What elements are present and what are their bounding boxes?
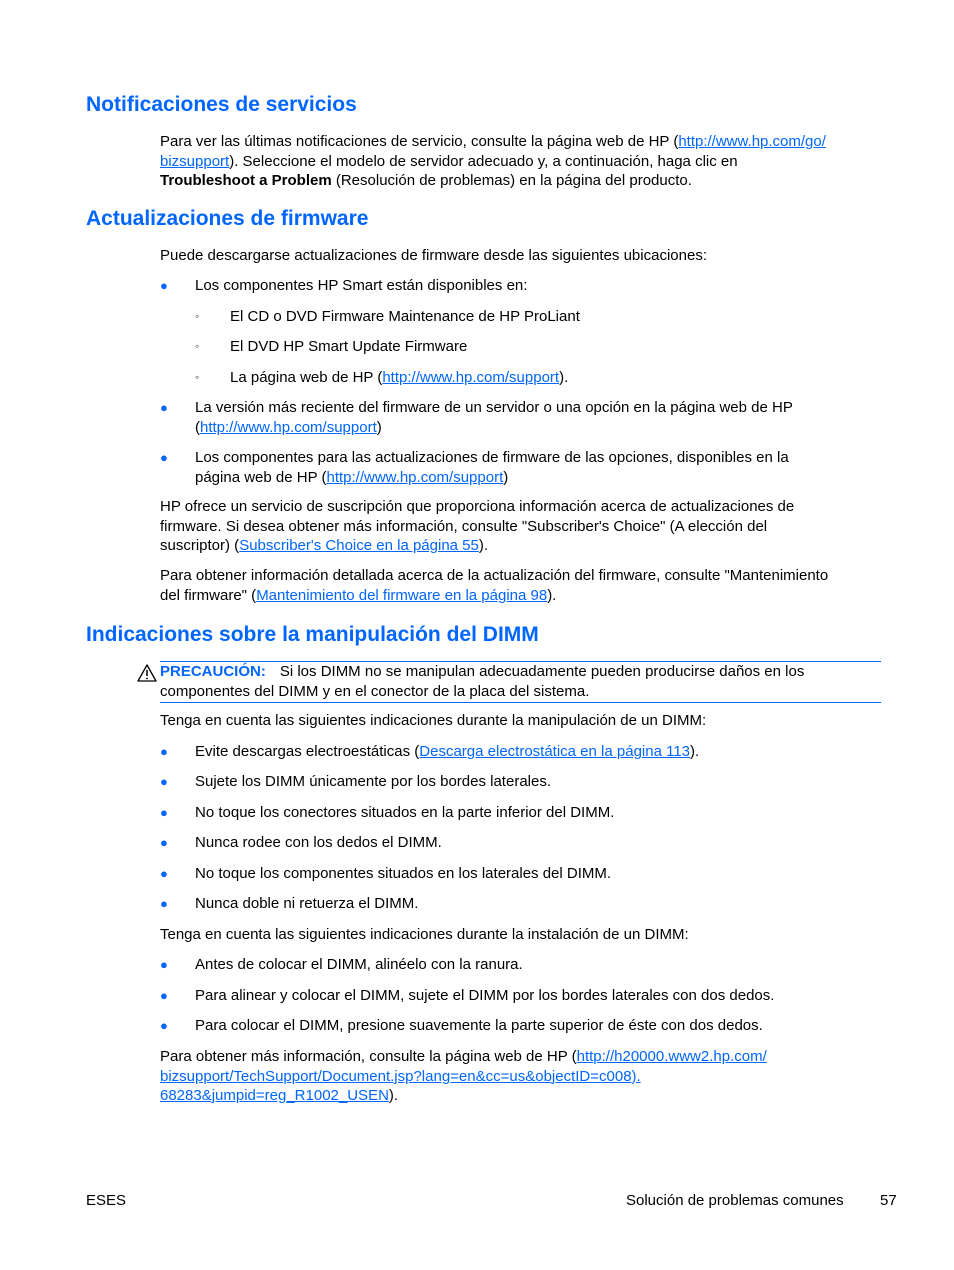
- sub-bullet-icon: ◦: [195, 339, 200, 353]
- text: ). Seleccione el modelo de servidor adecuado y, a continuación, haga clic en: [229, 152, 738, 170]
- list-item-text: Sujete los DIMM únicamente por los bordes laterales.: [195, 773, 552, 790]
- text: ).: [559, 369, 569, 386]
- text: (: [195, 418, 200, 436]
- bullet-icon: ●: [160, 957, 168, 972]
- text: Si los DIMM no se manipulan adecuadamente pueden producirse daños en los: [279, 663, 805, 680]
- text: ).: [547, 586, 557, 604]
- text: Evite descargas electroestáticas (: [195, 743, 420, 760]
- caution-text: [160, 662, 881, 701]
- text: componentes del DIMM y en el conector de la placa del sistema.: [160, 682, 590, 700]
- link-hp-support[interactable]: http://www.hp.com/support: [382, 369, 560, 386]
- link-mantenimiento-firmware[interactable]: Mantenimiento del firmware en la página 98: [256, 586, 548, 604]
- heading-dimm: Indicaciones sobre la manipulación del DIMM: [86, 623, 539, 646]
- text: ).: [388, 1087, 399, 1104]
- link-h20000[interactable]: http://h20000.www2.hp.com/: [576, 1048, 767, 1065]
- footer-section: Solución de problemas comunes: [626, 1192, 844, 1209]
- bullet-icon: ●: [160, 744, 168, 759]
- bold-term: Troubleshoot a Problem: [160, 172, 332, 189]
- dimm-install-intro: Tenga en cuenta las siguientes indicaciones durante la instalación de un DIMM:: [160, 926, 689, 943]
- bullet-icon: ●: [160, 866, 168, 881]
- heading-notificaciones: Notificaciones de servicios: [86, 93, 357, 116]
- bullet-icon: ●: [160, 805, 168, 820]
- heading-firmware: Actualizaciones de firmware: [86, 207, 369, 230]
- footer-language: ESES: [86, 1192, 127, 1209]
- page-number: 57: [880, 1192, 897, 1209]
- text: Los componentes para las actualizaciones de firmware de las opciones, disponibles en la: [195, 449, 789, 466]
- text: HP ofrece un servicio de suscripción que proporciona información acerca de actualizaciones de: [160, 498, 795, 515]
- list-item-text: [195, 398, 885, 437]
- link-descarga-electrostatica[interactable]: Descarga electrostática en la página 113: [419, 743, 691, 760]
- text: La versión más reciente del firmware de un servidor o una opción en la página web de HP: [195, 399, 793, 416]
- text: ): [503, 468, 509, 486]
- sub-bullet-icon: ◦: [195, 309, 200, 323]
- list-item-text: Nunca doble ni retuerza el DIMM.: [195, 895, 419, 912]
- list-item-text: Para colocar el DIMM, presione suavemente la parte superior de éste con dos dedos.: [195, 1017, 763, 1034]
- bullet-icon: ●: [160, 278, 168, 293]
- bullet-icon: ●: [160, 896, 168, 911]
- text: firmware. Si desea obtener más información, consulte "Subscriber's Choice" (A elección del: [160, 517, 768, 535]
- list-item-text: Antes de colocar el DIMM, alinéelo con la ranura.: [195, 956, 523, 973]
- list-item-text: [195, 742, 885, 762]
- link-h20000-cont2[interactable]: 68283&jumpid=reg_R1002_USEN: [160, 1087, 389, 1104]
- paragraph-subscription: [160, 497, 884, 556]
- text: Para obtener información detallada acerca de la actualización del firmware, consulte "Mantenimiento: [160, 567, 829, 584]
- text: página web de HP (: [195, 468, 327, 486]
- text: suscriptor) (: [160, 537, 240, 554]
- list-item-text: Para alinear y colocar el DIMM, sujete el DIMM por los bordes laterales con dos dedos.: [195, 987, 775, 1004]
- list-item-text: Los componentes HP Smart están disponibles en:: [195, 277, 528, 294]
- sub-bullet-icon: ◦: [195, 370, 200, 384]
- link-h20000-cont[interactable]: bizsupport/TechSupport/Document.jsp?lang=en&cc=us&objectID=c008).: [160, 1067, 641, 1085]
- bullet-icon: ●: [160, 450, 168, 465]
- bullet-icon: ●: [160, 400, 168, 415]
- text: ): [376, 418, 382, 436]
- link-hp-bizsupport[interactable]: http://www.hp.com/go/: [678, 133, 826, 150]
- paragraph-notificaciones: [160, 132, 884, 191]
- link-hp-support[interactable]: http://www.hp.com/support: [200, 418, 377, 436]
- text: del firmware" (: [160, 586, 257, 604]
- list-item-text: [195, 448, 885, 487]
- sub-list-item-text: El DVD HP Smart Update Firmware: [230, 338, 468, 355]
- warning-icon: [137, 664, 157, 682]
- dimm-handling-intro: Tenga en cuenta las siguientes indicaciones durante la manipulación de un DIMM:: [160, 712, 707, 729]
- text: ).: [478, 537, 489, 554]
- list-item-text: No toque los componentes situados en los laterales del DIMM.: [195, 865, 612, 882]
- bullet-icon: ●: [160, 835, 168, 850]
- text: ).: [690, 743, 700, 760]
- bullet-icon: ●: [160, 774, 168, 789]
- text: Para ver las últimas notificaciones de servicio, consulte la página web de HP (: [160, 133, 679, 150]
- text: Para obtener más información, consulte la página web de HP (: [160, 1048, 577, 1065]
- paragraph-more-info: [160, 1047, 884, 1106]
- firmware-intro: Puede descargarse actualizaciones de firmware desde las siguientes ubicaciones:: [160, 247, 707, 264]
- caution-label: PRECAUCIÓN:: [160, 663, 266, 680]
- caution-box: [160, 661, 881, 703]
- sub-list-item-text: El CD o DVD Firmware Maintenance de HP ProLiant: [230, 308, 580, 325]
- bullet-icon: ●: [160, 1018, 168, 1033]
- text: (Resolución de problemas) en la página del producto.: [331, 172, 692, 189]
- link-hp-bizsupport-cont[interactable]: bizsupport: [160, 152, 230, 170]
- link-hp-support[interactable]: http://www.hp.com/support: [326, 468, 504, 486]
- text: La página web de HP (: [230, 369, 383, 386]
- paragraph-maintenance: [160, 566, 884, 605]
- link-subscribers-choice[interactable]: Subscriber's Choice en la página 55: [239, 537, 479, 554]
- sub-list-item-text: [230, 368, 568, 388]
- list-item-text: Nunca rodee con los dedos el DIMM.: [195, 834, 442, 851]
- bullet-icon: ●: [160, 988, 168, 1003]
- list-item-text: No toque los conectores situados en la parte inferior del DIMM.: [195, 804, 615, 821]
